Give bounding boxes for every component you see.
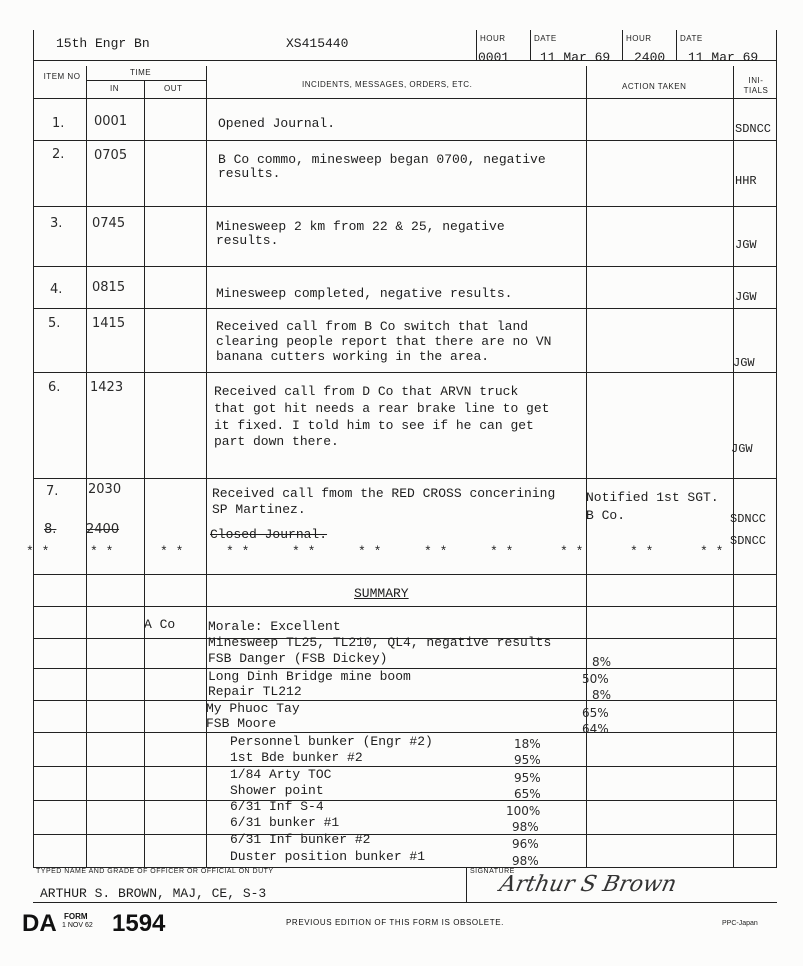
hour-label: HOUR xyxy=(626,34,652,43)
summary-pct: 18% xyxy=(514,737,541,751)
summary-subline: 1st Bde bunker #2 xyxy=(230,750,363,765)
entry-time-in: 2030 xyxy=(88,482,122,497)
entry-number: 6. xyxy=(48,380,61,395)
entry-number: 8. xyxy=(44,522,57,537)
summary-pct: 96% xyxy=(512,837,539,851)
summary-line: FSB Danger (FSB Dickey) xyxy=(208,651,388,666)
entry-time-in: 0001 xyxy=(94,114,128,129)
signature: Arthur S Brown xyxy=(497,872,679,897)
header-divider xyxy=(530,30,531,60)
col-out: OUT xyxy=(164,84,183,93)
header-bottom-rule xyxy=(33,60,777,61)
header-divider xyxy=(622,30,623,60)
separator-stars: * * xyxy=(424,544,448,559)
col-action: ACTION TAKEN xyxy=(622,82,687,91)
summary-line: FSB Moore xyxy=(206,716,277,731)
entry-line: Received call fmom the RED CROSS concerining xyxy=(212,486,556,501)
to-date: 11 Mar 69 xyxy=(688,50,759,65)
entry-number: 7. xyxy=(46,484,59,499)
action-taken: B Co. xyxy=(586,508,626,523)
summary-pct: 100% xyxy=(506,804,541,818)
form-left-border xyxy=(33,30,34,868)
summary-subline: 6/31 Inf bunker #2 xyxy=(230,832,371,847)
signature-label: SIGNATURE xyxy=(470,868,515,875)
summary-pct: 95% xyxy=(514,753,541,767)
from-hour: 0001 xyxy=(478,50,510,65)
action-taken: Notified 1st SGT. xyxy=(586,490,719,505)
header-divider xyxy=(476,30,477,60)
footer-bottom-rule xyxy=(33,902,777,903)
from-date: 11 Mar 69 xyxy=(540,50,611,65)
entry-line: results. xyxy=(216,233,279,248)
entry-initials: JGW xyxy=(733,356,755,370)
column-divider xyxy=(86,66,87,868)
row-rule xyxy=(33,308,777,309)
row-rule xyxy=(33,606,777,607)
form-right-border xyxy=(776,30,777,868)
entry-line: B Co commo, minesweep began 0700, negative xyxy=(218,152,546,167)
row-rule xyxy=(33,834,777,835)
row-rule xyxy=(33,478,777,479)
to-hour: 2400 xyxy=(634,50,666,65)
entry-initials: SDNCC xyxy=(730,512,767,526)
summary-subline: 6/31 bunker #1 xyxy=(230,815,340,830)
summary-pct: 98% xyxy=(512,854,539,868)
hour-label: HOUR xyxy=(480,34,506,43)
col-time: TIME xyxy=(130,68,152,77)
summary-company: A Co xyxy=(144,617,176,632)
row-rule xyxy=(33,266,777,267)
entry-line: it fixed. I told him to see if he can get xyxy=(214,418,534,433)
entry-line: Opened Journal. xyxy=(218,116,336,131)
obsolete-notice: PREVIOUS EDITION OF THIS FORM IS OBSOLETE. xyxy=(286,918,504,927)
col-in: IN xyxy=(110,84,119,93)
summary-subline: Shower point xyxy=(230,783,324,798)
time-subheader-rule xyxy=(86,80,206,81)
entry-initials: HHR xyxy=(735,174,757,188)
entry-line: part down there. xyxy=(214,434,339,449)
footer-divider xyxy=(466,867,467,902)
entry-initials: JGW xyxy=(731,442,753,456)
summary-pct: 65% xyxy=(514,787,541,801)
row-rule xyxy=(33,372,777,373)
entry-time-in: 0815 xyxy=(92,280,126,295)
separator-stars: * * xyxy=(630,544,654,559)
summary-pct: 95% xyxy=(514,771,541,785)
summary-subline: 1/84 Arty TOC xyxy=(230,767,332,782)
summary-line: Long Dinh Bridge mine boom xyxy=(208,669,411,684)
entry-line: Minesweep completed, negative results. xyxy=(216,286,513,301)
entry-time-in: 1415 xyxy=(92,316,126,331)
form-date: 1 NOV 62 xyxy=(62,922,93,929)
summary-title: SUMMARY xyxy=(354,586,409,601)
printer-mark: PPC-Japan xyxy=(722,920,758,927)
separator-stars: * * xyxy=(90,544,114,559)
summary-line: Morale: Excellent xyxy=(208,619,341,634)
form-number: 1594 xyxy=(112,910,166,937)
date-label: DATE xyxy=(534,34,557,43)
entry-line: results. xyxy=(218,166,281,181)
summary-pct: 65% xyxy=(582,706,609,720)
entry-number: 3. xyxy=(50,216,63,231)
entry-initials: SDNCC xyxy=(735,122,772,136)
summary-pct: 8% xyxy=(592,655,612,669)
entry-initials: JGW xyxy=(735,238,757,252)
row-rule xyxy=(33,206,777,207)
summary-pct: 64% xyxy=(582,722,609,736)
grid-reference: XS415440 xyxy=(286,36,349,51)
date-label: DATE xyxy=(680,34,703,43)
row-rule xyxy=(33,766,777,767)
column-divider xyxy=(206,66,207,868)
separator-stars: * * xyxy=(160,544,184,559)
entry-line: Closed Journal. xyxy=(210,527,328,542)
row-rule xyxy=(33,140,777,141)
column-divider xyxy=(586,66,587,868)
separator-stars: * * xyxy=(490,544,514,559)
row-rule xyxy=(33,574,777,575)
column-divider xyxy=(733,66,734,868)
col-incidents: INCIDENTS, MESSAGES, ORDERS, ETC. xyxy=(302,80,473,89)
entry-number: 4. xyxy=(50,282,63,297)
separator-stars: * * xyxy=(292,544,316,559)
form-da: DA xyxy=(22,910,57,937)
summary-line: Repair TL212 xyxy=(208,684,302,699)
row-rule xyxy=(33,732,777,733)
unit-name: 15th Engr Bn xyxy=(56,36,150,51)
summary-line: Minesweep TL25, TL210, QL4, negative results xyxy=(208,635,552,650)
entry-time-in: 1423 xyxy=(90,380,124,395)
summary-subline: Personnel bunker (Engr #2) xyxy=(230,734,433,749)
summary-pct: 98% xyxy=(512,820,539,834)
column-divider xyxy=(144,80,145,868)
entry-line: Minesweep 2 km from 22 & 25, negative xyxy=(216,219,505,234)
entry-number: 5. xyxy=(48,316,61,331)
entry-line: banana cutters working in the area. xyxy=(216,349,490,364)
summary-subline: Duster position bunker #1 xyxy=(230,849,426,864)
separator-stars: * * xyxy=(226,544,250,559)
summary-pct: 50% xyxy=(582,672,609,686)
col-item-no: ITEM NO xyxy=(43,72,81,81)
row-rule xyxy=(33,800,777,801)
separator-stars: * * xyxy=(700,544,724,559)
separator-stars: * * xyxy=(560,544,584,559)
entry-number: 1. xyxy=(52,116,65,131)
entry-time-in: 0705 xyxy=(94,148,128,163)
entry-time-in: 2400 xyxy=(86,522,120,537)
entry-line: Received call from B Co switch that land xyxy=(216,319,529,334)
header-divider xyxy=(676,30,677,60)
officer-label: TYPED NAME AND GRADE OF OFFICER OR OFFICIAL ON DUTY xyxy=(36,868,274,875)
summary-pct: 8% xyxy=(592,688,612,702)
entry-time-in: 0745 xyxy=(92,216,126,231)
officer-name: ARTHUR S. BROWN, MAJ, CE, S-3 xyxy=(40,886,267,901)
separator-stars: * * xyxy=(358,544,382,559)
entry-initials: SDNCC xyxy=(730,534,767,548)
entry-number: 2. xyxy=(52,147,65,162)
entry-line: clearing people report that there are no VN xyxy=(216,334,552,349)
entry-initials: JGW xyxy=(735,290,757,304)
form-word: FORM xyxy=(64,912,88,921)
entry-line: that got hit needs a rear brake line to get xyxy=(214,401,550,416)
col-initials: INI-TIALS xyxy=(743,76,769,95)
separator-stars: * * xyxy=(26,544,50,559)
summary-line: My Phuoc Tay xyxy=(206,701,300,716)
entry-line: SP Martinez. xyxy=(212,502,306,517)
entry-line: Received call from D Co that ARVN truck xyxy=(214,384,519,399)
summary-subline: 6/31 Inf S-4 xyxy=(230,799,324,814)
row-rule xyxy=(33,700,777,701)
